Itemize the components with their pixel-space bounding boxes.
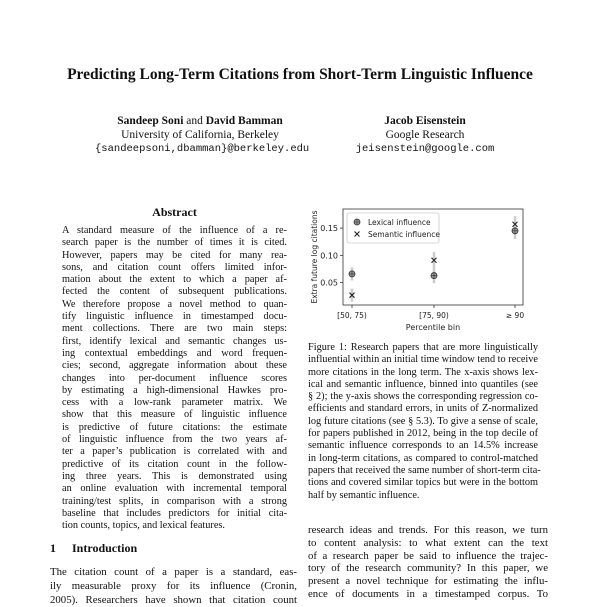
text-line: search paper is the number of times it is cited. (62, 237, 287, 249)
legend-label: Lexical influence (368, 218, 431, 227)
text-line: § 2); the y-axis shows the corresponding regression co- (308, 391, 538, 403)
text-line: papers that received the same number of short-term cita- (308, 464, 541, 476)
text-line: tion counts, topics, and lexical features. (62, 520, 225, 532)
author-name: David Bamman (205, 115, 283, 127)
author-affiliation: Google Research (385, 129, 465, 141)
text-line: of linguistic influence from the two years af- (62, 434, 287, 446)
text-line: changes into per-document influence scores (62, 372, 287, 384)
text-line: efficients and standard errors, in units of Z-normalized (308, 403, 538, 415)
author-email: {sandeepsoni,dbamman}@berkeley.edu (95, 143, 310, 155)
text-line: ence of documents in a timestamped corpus. To (308, 587, 548, 600)
text-line: 2005). Researchers have shown that citation count (50, 594, 297, 606)
text-line: influential within an initial time window tend to receive (308, 354, 538, 366)
text-line: for papers published in 2012, being in the top decile of (308, 428, 538, 440)
text-line: by estimating a high-dimensional Hawkes pro- (62, 384, 287, 396)
text-line: baseline that includes predictors for initial cita- (62, 507, 287, 519)
text-line: more citations in the long term. The x-axis shows lex- (308, 366, 538, 378)
x-axis-label: Percentile bin (405, 323, 461, 332)
text-line: A standard measure of the influence of a re- (62, 225, 287, 236)
x-tick-label: [75, 90) (419, 311, 449, 320)
text-line: is predictive of future citations: the estimate (62, 421, 287, 433)
text-line: show that this measure of linguistic influence (62, 409, 287, 421)
right-column-text (308, 524, 548, 601)
text-line: in long-term citations, as compared to control-matched (308, 452, 538, 464)
figure-1-chart (300, 195, 600, 345)
text-line: ter a paper’s publication is correlated with and (62, 446, 287, 458)
abstract-text (62, 225, 287, 532)
author-conjunction: and (186, 115, 203, 127)
text-line: The citation count of a paper is a standard, eas- (50, 566, 297, 578)
abstract-heading: Abstract (152, 205, 197, 219)
text-line: cess with a low-rank parameter matrix. We (62, 397, 287, 409)
y-tick-label: 0.10 (320, 251, 338, 261)
text-line: training/test splits, in comparison with a strong (62, 495, 287, 507)
text-line: half by semantic influence. (308, 489, 420, 501)
text-line: tory of the research community? In this paper, we (308, 562, 548, 575)
author-block-1 (95, 114, 310, 156)
paper-title: Predicting Long-Term Citations from Short-Term Linguistic Influence (67, 66, 533, 83)
text-line: predictive of its citation count in the follow- (62, 458, 287, 470)
text-line: present a novel technique for estimating the influ- (308, 575, 548, 588)
text-line: tions and covered similar topics but were in the bottom (308, 477, 538, 489)
author-name: Sandeep Soni (117, 115, 184, 127)
section-heading-introduction (50, 541, 137, 556)
text-line: ment collections. There are two main steps: (62, 323, 287, 335)
text-line: research ideas and trends. For this reason, we turn (308, 524, 548, 536)
author-email: jeisenstein@google.com (355, 143, 495, 155)
figure-1-caption (308, 342, 541, 502)
author-name: Jacob Eisenstein (384, 115, 466, 127)
section-number: 1 (50, 541, 56, 555)
text-line: We therefore propose a novel method to quan- (62, 298, 287, 310)
author-block-2 (325, 114, 525, 156)
x-tick-label: [50, 75) (337, 311, 367, 320)
text-line: Figure 1: Research papers that are more linguistically (308, 342, 538, 353)
text-line: ing contextual embeddings and word frequen- (62, 347, 287, 359)
text-line: ical and semantic influence, binned into quantiles (see (308, 378, 538, 390)
text-line: fected the content of subsequent publications. (62, 286, 287, 298)
text-line: ily measurable proxy for its influence (Cronin, (50, 580, 297, 592)
y-tick-label: 0.15 (320, 224, 338, 234)
text-line: cies; second, aggregate information about these (62, 360, 287, 372)
text-line: semantic influence corresponds to an 14.5% increase (308, 440, 538, 452)
text-line: mation about the extent to which a paper af- (62, 274, 287, 286)
text-line: log future citations (see § 5.3). To give a sense of scale, (308, 415, 538, 427)
text-line: to content analysis: to what extent can the text (308, 536, 548, 549)
x-tick-label: ≥ 90 (505, 311, 525, 320)
text-line: first, identify lexical and semantic changes us- (62, 335, 287, 347)
introduction-text (50, 565, 297, 607)
section-title: Introduction (72, 541, 138, 555)
text-line: tify linguistic influence in timestamped docu- (62, 311, 287, 323)
text-line: However, papers may be cited for many rea- (62, 249, 287, 261)
text-line: an online evaluation with incremental temporal (62, 483, 287, 495)
text-line: sons, and citation count offers limited infor- (62, 261, 287, 273)
text-line: of a research paper be said to influence the trajec- (308, 549, 548, 562)
author-affiliation: University of California, Berkeley (121, 129, 279, 141)
text-line: ing three years. This is demonstrated using (62, 470, 287, 482)
y-axis-label: Extra future log citations (310, 210, 319, 304)
y-tick-label: 0.05 (320, 278, 338, 288)
legend-label: Semantic influence (368, 230, 440, 239)
